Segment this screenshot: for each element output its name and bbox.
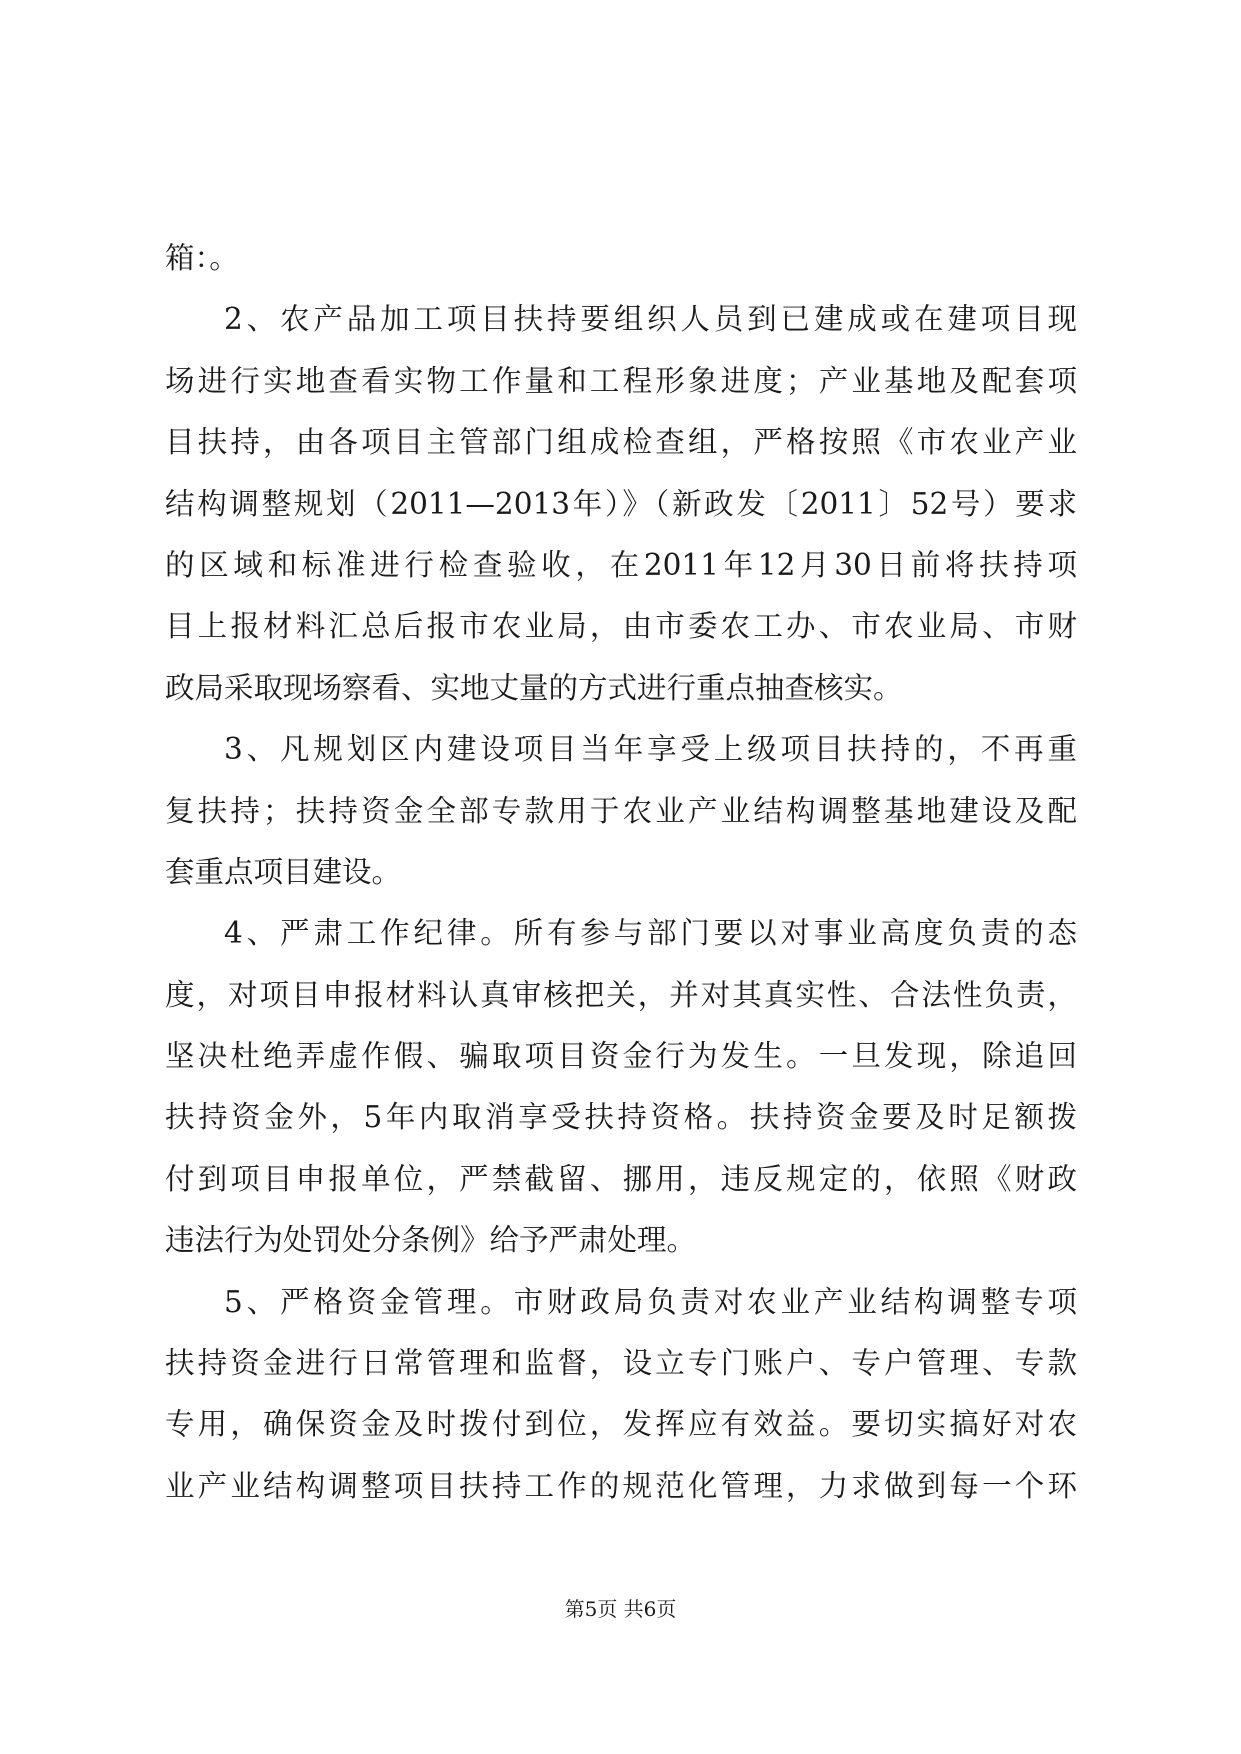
text-line: 业产业结构调整项目扶持工作的规范化管理，力求做到每一个环: [165, 1468, 1077, 1503]
text-line: 箱：。: [165, 241, 239, 275]
text-line: 扶持资金进行日常管理和监督，设立专门账户、专户管理、专款: [165, 1346, 1077, 1381]
text-line: 3、凡规划区内建设项目当年享受上级项目扶持的，不再重: [224, 732, 1077, 767]
text-line: 目扶持，由各项目主管部门组成检查组，严格按照《市农业产业: [165, 425, 1077, 460]
text-line: 5、严格资金管理。市财政局负责对农业产业结构调整专项: [224, 1284, 1077, 1319]
text-line: 的区域和标准进行检查验收，在2011年12月30日前将扶持项: [165, 547, 1077, 582]
text-line: 度，对项目申报材料认真审核把关，并对其真实性、合法性负责，: [165, 977, 1077, 1012]
text-line: 复扶持；扶持资金全部专款用于农业产业结构调整基地建设及配: [165, 793, 1077, 828]
text-line: 扶持资金外，5年内取消享受扶持资格。扶持资金要及时足额拨: [165, 1100, 1077, 1135]
page-footer: 第5页 共6页: [564, 1597, 677, 1621]
text-line: 目上报材料汇总后报市农业局，由市委农工办、市农业局、市财: [165, 609, 1077, 644]
text-line: 付到项目申报单位，严禁截留、挪用，违反规定的，依照《财政: [165, 1161, 1077, 1196]
text-line: 专用，确保资金及时拨付到位，发挥应有效益。要切实搞好对农: [165, 1407, 1077, 1442]
body-text: [165, 228, 1077, 1517]
text-line: 政局采取现场察看、实地丈量的方式进行重点抽查核实。: [165, 670, 903, 705]
text-line: 坚决杜绝弄虚作假、骗取项目资金行为发生。一旦发现，除追回: [165, 1039, 1077, 1074]
text-line: 2、农产品加工项目扶持要组织人员到已建成或在建项目现: [224, 302, 1077, 337]
text-line: 场进行实地查看实物工作量和工程形象进度；产业基地及配套项: [165, 363, 1077, 398]
text-line: 套重点项目建设。: [165, 854, 402, 889]
text-line: 4、严肃工作纪律。所有参与部门要以对事业高度负责的态: [224, 916, 1077, 951]
text-line: 违法行为处罚处分条例》给予严肃处理。: [165, 1223, 697, 1258]
text-line: 结构调整规划（2011—2013年）》（新政发〔2011〕52号）要求: [165, 486, 1077, 521]
